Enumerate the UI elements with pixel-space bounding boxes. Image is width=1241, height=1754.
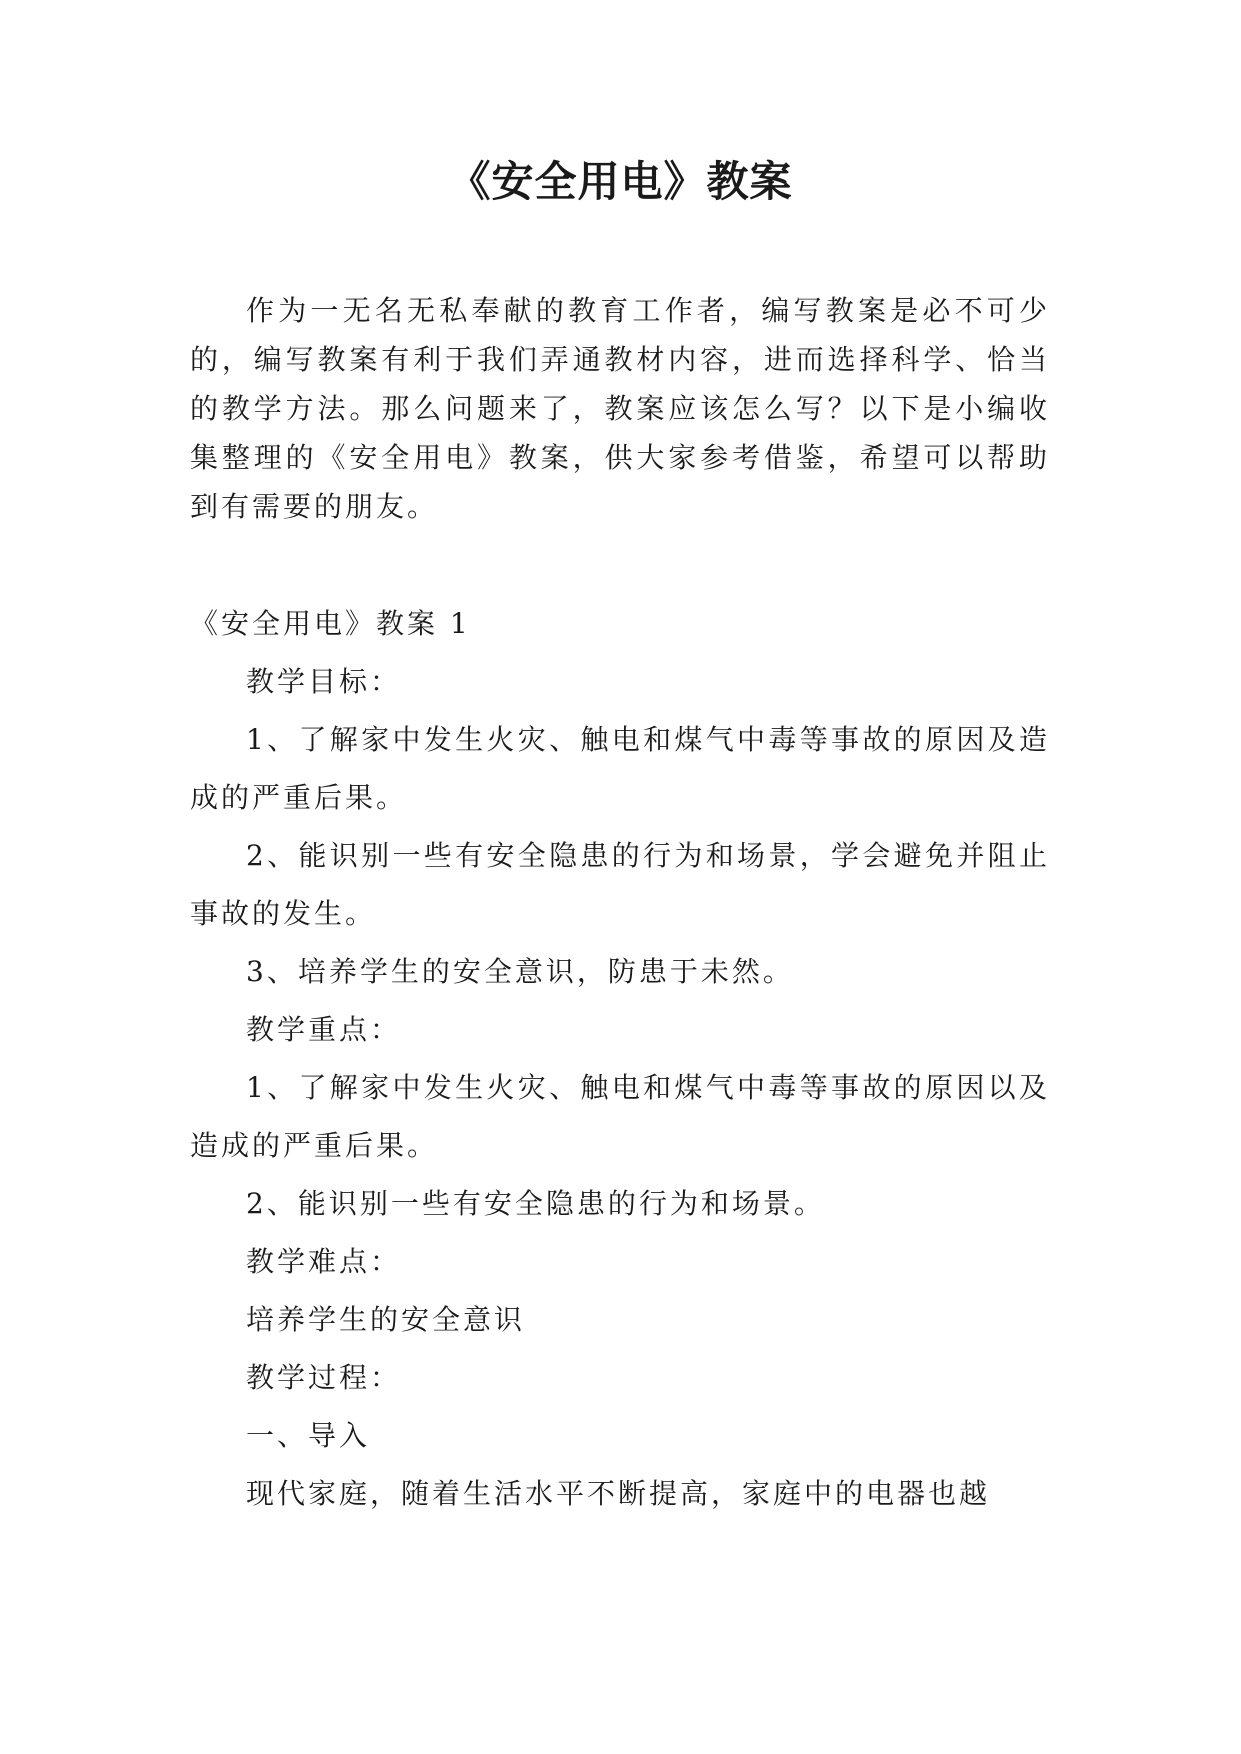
intro-paragraph: 作为一无名无私奉献的教育工作者，编写教案是必不可少的，编写教案有利于我们弄通教材内容，进而选择科学、恰当的教学方法。那么问题来了，教案应该怎么写？以下是小编收集整理的《安全用电》教案，供大家参考借鉴，希望可以帮助到有需要的朋友。 bbox=[190, 294, 1050, 523]
objective-item-1: 1、了解家中发生火灾、触电和煤气中毒等事故的原因及造成的严重后果。 bbox=[190, 723, 1050, 814]
key-point-item-2: 2、能识别一些有安全隐患的行为和场景。 bbox=[246, 1187, 825, 1220]
section-spacer bbox=[190, 531, 1050, 595]
document-body bbox=[190, 286, 1050, 1523]
section-heading: 《安全用电》教案 1 bbox=[190, 607, 471, 640]
document-title: 《安全用电》教案 bbox=[448, 157, 793, 206]
difficulty-item: 培养学生的安全意识 bbox=[246, 1303, 526, 1336]
objective-item-2: 2、能识别一些有安全隐患的行为和场景，学会避免并阻止事故的发生。 bbox=[190, 839, 1050, 930]
difficulty-label: 教学难点： bbox=[246, 1245, 402, 1278]
key-point-item-1: 1、了解家中发生火灾、触电和煤气中毒等事故的原因以及造成的严重后果。 bbox=[190, 1071, 1050, 1162]
objectives-label: 教学目标： bbox=[246, 665, 402, 698]
process-label: 教学过程： bbox=[246, 1361, 402, 1394]
process-text: 现代家庭，随着生活水平不断提高，家庭中的电器也越 bbox=[246, 1477, 991, 1510]
process-step-heading: 一、导入 bbox=[246, 1419, 371, 1452]
key-points-label: 教学重点： bbox=[246, 1013, 402, 1046]
objective-item-3: 3、培养学生的安全意识，防患于未然。 bbox=[246, 955, 794, 988]
